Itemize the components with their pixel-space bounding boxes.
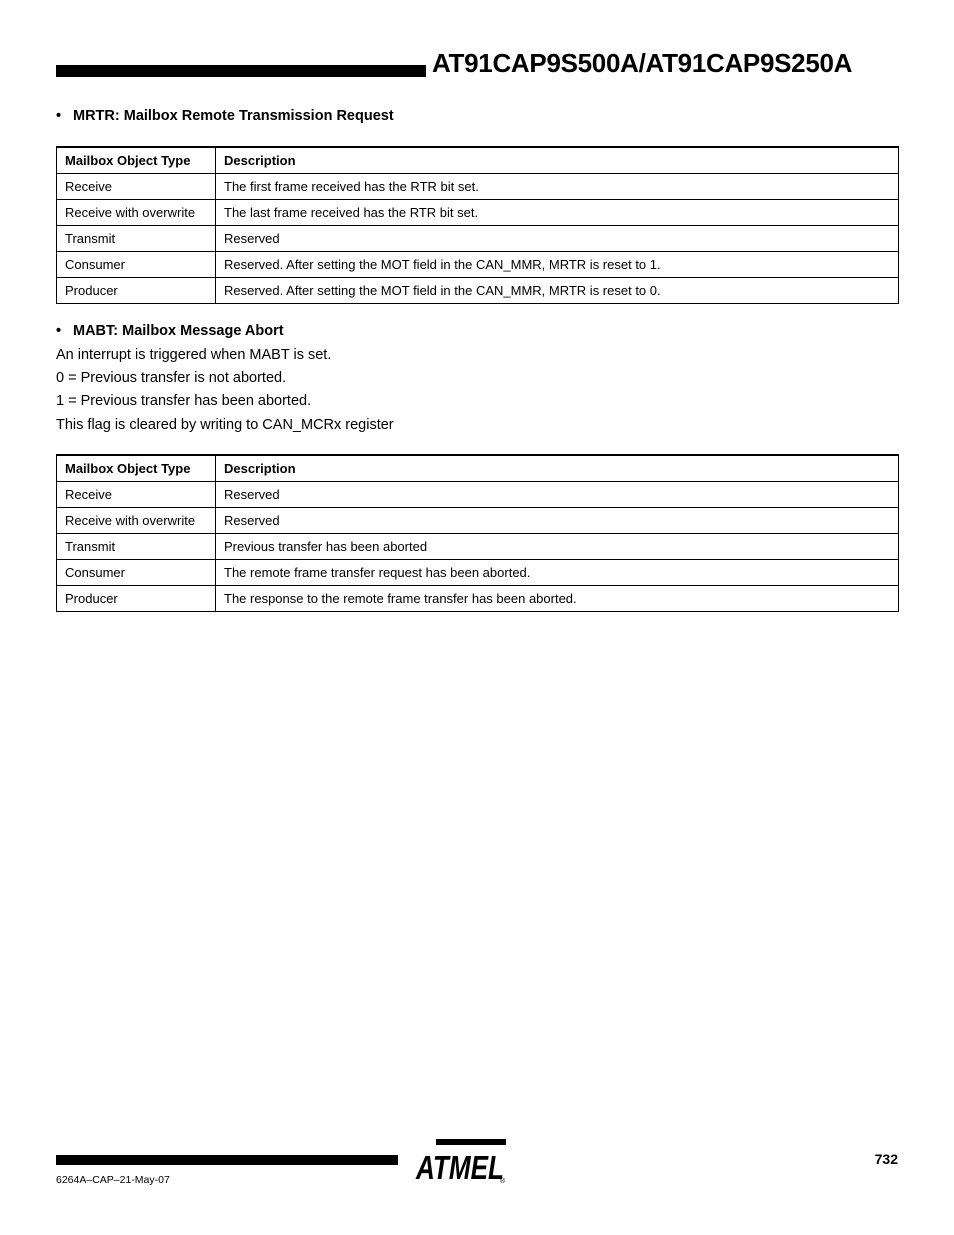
cell-description: The first frame received has the RTR bit set. <box>216 174 899 200</box>
cell-type: Receive <box>57 482 216 508</box>
paragraph: 1 = Previous transfer has been aborted. <box>56 393 312 409</box>
atmel-logo-text: ATMEL <box>415 1149 504 1185</box>
document-title: AT91CAP9S500A/AT91CAP9S250A <box>432 48 853 78</box>
cell-type: Receive with overwrite <box>57 508 216 534</box>
cell-type: Receive <box>57 174 216 200</box>
table-header-row <box>57 147 899 174</box>
cell-description: Reserved <box>216 226 899 252</box>
table-header-row <box>57 455 899 482</box>
column-header-type: Mailbox Object Type <box>57 455 216 482</box>
footer-rule <box>56 1155 398 1165</box>
bullet-icon: • <box>56 108 62 124</box>
column-header-description: Description <box>216 455 899 482</box>
column-header-description: Description <box>216 147 899 174</box>
table-row <box>57 534 899 560</box>
paragraph: This flag is cleared by writing to CAN_MCRx register <box>56 417 394 433</box>
document-code: 6264A–CAP–21-May-07 <box>56 1174 170 1186</box>
mrtr-table <box>56 146 899 304</box>
cell-type: Receive with overwrite <box>57 200 216 226</box>
table-row <box>57 174 899 200</box>
table-row <box>57 482 899 508</box>
cell-description: The remote frame transfer request has been aborted. <box>216 560 899 586</box>
section-heading-text: MABT: Mailbox Message Abort <box>73 323 284 339</box>
table-row <box>57 560 899 586</box>
table-row <box>57 508 899 534</box>
cell-type: Transmit <box>57 534 216 560</box>
cell-description: The response to the remote frame transfer has been aborted. <box>216 586 899 612</box>
cell-type: Producer <box>57 278 216 304</box>
atmel-logo <box>412 1137 512 1185</box>
cell-type: Producer <box>57 586 216 612</box>
bullet-icon: • <box>56 323 62 339</box>
table-row <box>57 200 899 226</box>
section-heading-mabt <box>56 323 284 339</box>
cell-description: Reserved. After setting the MOT field in the CAN_MMR, MRTR is reset to 1. <box>216 252 899 278</box>
table-row <box>57 252 899 278</box>
registered-mark: ® <box>500 1178 506 1185</box>
cell-type: Transmit <box>57 226 216 252</box>
header-rule <box>56 65 426 77</box>
column-header-type: Mailbox Object Type <box>57 147 216 174</box>
table-row <box>57 226 899 252</box>
cell-description: The last frame received has the RTR bit set. <box>216 200 899 226</box>
paragraph: An interrupt is triggered when MABT is set. <box>56 347 332 363</box>
table-row <box>57 586 899 612</box>
cell-description: Previous transfer has been aborted <box>216 534 899 560</box>
page-number: 732 <box>874 1151 898 1167</box>
cell-type: Consumer <box>57 560 216 586</box>
table-row <box>57 278 899 304</box>
cell-type: Consumer <box>57 252 216 278</box>
paragraph: 0 = Previous transfer is not aborted. <box>56 370 287 386</box>
section-heading-mrtr <box>56 108 394 124</box>
cell-description: Reserved. After setting the MOT field in the CAN_MMR, MRTR is reset to 0. <box>216 278 899 304</box>
mabt-table <box>56 454 899 612</box>
cell-description: Reserved <box>216 508 899 534</box>
section-heading-text: MRTR: Mailbox Remote Transmission Request <box>73 108 394 124</box>
cell-description: Reserved <box>216 482 899 508</box>
